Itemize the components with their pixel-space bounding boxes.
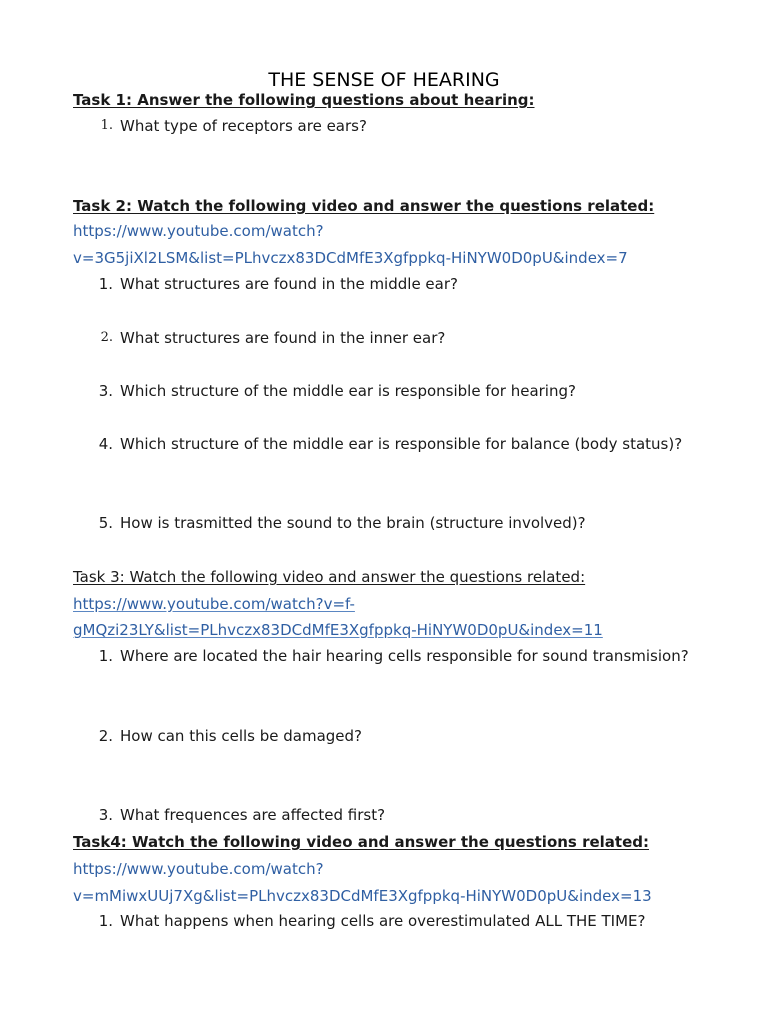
task-3-video-link-line-1[interactable]: https://www.youtube.com/watch?v=f- [73,595,355,613]
question-number: 5. [98,514,113,532]
question-number: 1. [98,647,113,665]
question-number: 2. [100,330,113,345]
task-2-question-5 [93,510,693,537]
question-text: What structures are found in the inner ear? [120,329,446,347]
question-number: 3. [98,382,113,400]
question-number: 2. [98,727,113,745]
task-2-video-link-line-2[interactable]: v=3G5jiXl2LSM&list=PLhvczx83DCdMfE3Xgfppkq-HiNYW0D0pU&index=7 [73,249,628,267]
question-text: What happens when hearing cells are overestimulated ALL THE TIME? [120,912,646,930]
page-title: THE SENSE OF HEARING [268,69,500,91]
task-4-video-link-line-1[interactable]: https://www.youtube.com/watch? [73,860,324,878]
task-2-question-4 [93,431,693,458]
task-2-question-1 [93,271,693,298]
question-number: 1. [100,118,113,133]
task-2-heading: Task 2: Watch the following video and answer the questions related: [73,197,655,215]
question-number: 4. [98,435,113,453]
task-4-heading: Task4: Watch the following video and answer the questions related: [73,833,649,851]
question-text: Which structure of the middle ear is responsible for hearing? [120,382,576,400]
task-3-question-1 [93,643,693,670]
question-text: Which structure of the middle ear is responsible for balance (body status)? [120,435,683,453]
task-3-question-3 [93,802,693,829]
task-2-question-3 [93,378,693,405]
task-2-question-2 [93,325,693,352]
question-text: How can this cells be damaged? [120,727,363,745]
question-text: What structures are found in the middle ear? [120,275,458,293]
question-text: What frequences are affected first? [120,806,386,824]
task-3-heading: Task 3: Watch the following video and answer the questions related: [73,568,586,586]
question-number: 1. [98,275,113,293]
task-1-heading: Task 1: Answer the following questions about hearing: [73,91,535,109]
task-4-video-link-line-2[interactable]: v=mMiwxUUj7Xg&list=PLhvczx83DCdMfE3Xgfppkq-HiNYW0D0pU&index=13 [73,887,652,905]
task-3-question-2 [93,723,693,750]
question-text: How is trasmitted the sound to the brain (structure involved)? [120,514,586,532]
question-text: Where are located the hair hearing cells responsible for sound transmision? [120,647,689,665]
task-3-video-link-line-2[interactable]: gMQzi23LY&list=PLhvczx83DCdMfE3Xgfppkq-HiNYW0D0pU&index=11 [73,621,603,639]
task-1-question-1 [93,113,693,140]
task-4-question-1 [93,908,693,935]
question-number: 3. [98,806,113,824]
question-number: 1. [98,912,113,930]
question-text: What type of receptors are ears? [120,117,367,135]
task-2-video-link-line-1[interactable]: https://www.youtube.com/watch? [73,222,324,240]
